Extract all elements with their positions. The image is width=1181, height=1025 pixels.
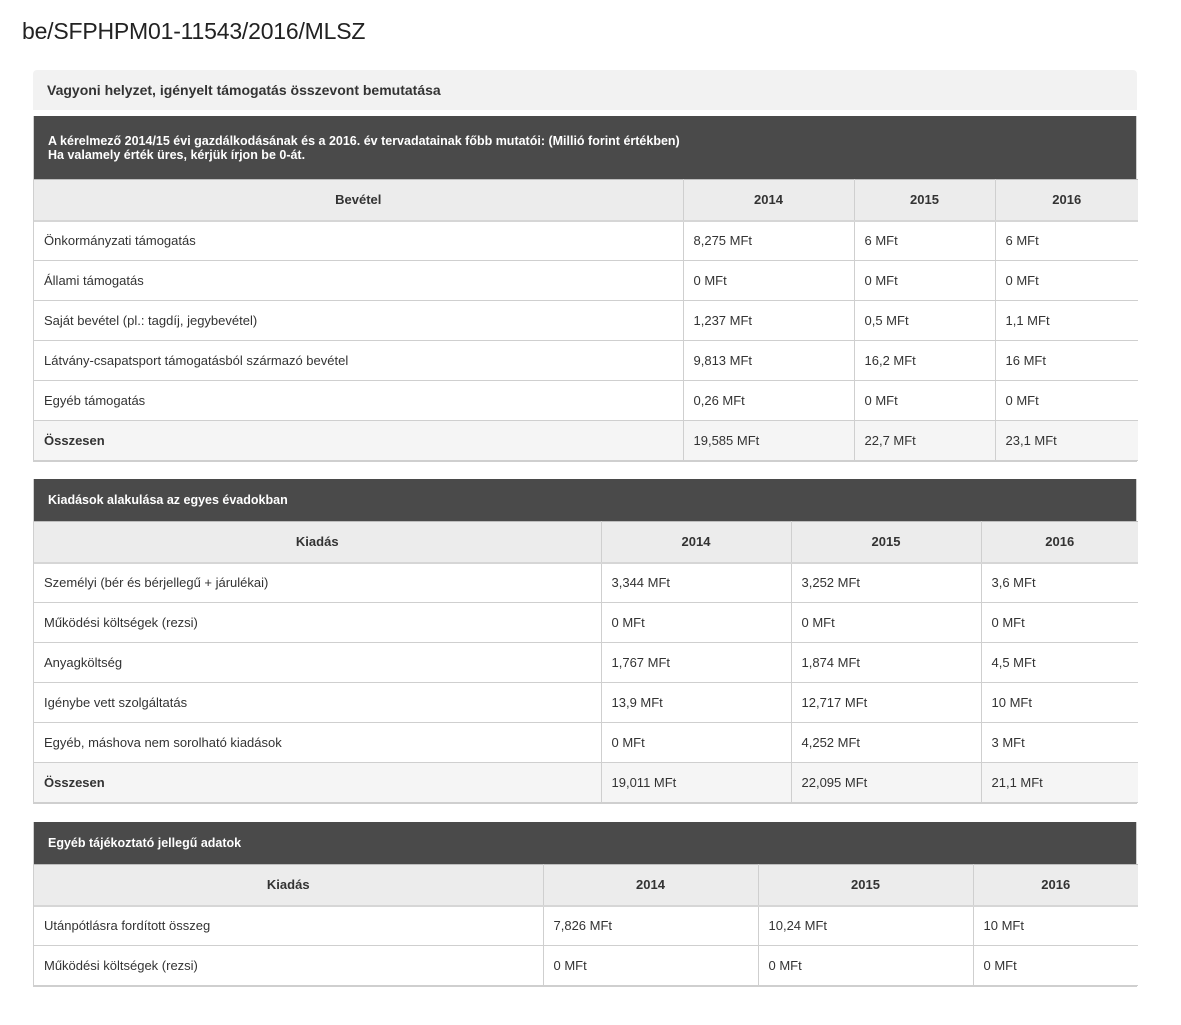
value-cell: 0 MFt <box>995 261 1138 301</box>
income-panel <box>33 116 1137 462</box>
value-cell: 13,9 MFt <box>601 683 791 723</box>
table-row <box>34 261 1138 301</box>
table-row <box>34 563 1138 603</box>
value-cell: 0 MFt <box>981 603 1138 643</box>
column-header: 2016 <box>995 180 1138 221</box>
value-cell: 23,1 MFt <box>995 421 1138 461</box>
row-label: Összesen <box>34 763 601 803</box>
row-label: Saját bevétel (pl.: tagdíj, jegybevétel) <box>34 301 683 341</box>
document-id: be/SFPHPM01-11543/2016/MLSZ <box>22 18 366 44</box>
income-title-line1: A kérelmező 2014/15 évi gazdálkodásának és a 2016. év tervadatainak főbb mutatói: (Millió forint értékben) <box>48 133 680 148</box>
value-cell: 21,1 MFt <box>981 763 1138 803</box>
value-cell: 0 MFt <box>601 603 791 643</box>
value-cell: 6 MFt <box>995 221 1138 261</box>
value-cell: 8,275 MFt <box>683 221 854 261</box>
row-label: Személyi (bér és bérjellegű + járulékai) <box>34 563 601 603</box>
value-cell: 16,2 MFt <box>854 341 995 381</box>
other-info-panel <box>33 822 1137 987</box>
value-cell: 6 MFt <box>854 221 995 261</box>
value-cell: 4,252 MFt <box>791 723 981 763</box>
section-header <box>33 70 1137 110</box>
row-label: Anyagköltség <box>34 643 601 683</box>
value-cell: 0 MFt <box>683 261 854 301</box>
row-label: Állami támogatás <box>34 261 683 301</box>
table-row <box>34 381 1138 421</box>
expense-title: Kiadások alakulása az egyes évadokban <box>48 493 288 507</box>
column-header: Bevétel <box>34 180 683 221</box>
value-cell: 10,24 MFt <box>758 906 973 946</box>
value-cell: 0 MFt <box>543 946 758 986</box>
value-cell: 1,237 MFt <box>683 301 854 341</box>
total-row <box>34 763 1138 803</box>
value-cell: 0 MFt <box>995 381 1138 421</box>
value-cell: 1,1 MFt <box>995 301 1138 341</box>
row-label: Egyéb, máshova nem sorolható kiadások <box>34 723 601 763</box>
income-table <box>34 179 1138 461</box>
value-cell: 10 MFt <box>981 683 1138 723</box>
column-header: 2015 <box>758 865 973 906</box>
table-row <box>34 946 1138 986</box>
value-cell: 0,5 MFt <box>854 301 995 341</box>
other-info-title: Egyéb tájékoztató jellegű adatok <box>48 836 242 850</box>
column-header: 2014 <box>683 180 854 221</box>
table-row <box>34 683 1138 723</box>
other-info-panel-title <box>34 822 1136 864</box>
value-cell: 3,252 MFt <box>791 563 981 603</box>
table-row <box>34 341 1138 381</box>
row-label: Egyéb támogatás <box>34 381 683 421</box>
value-cell: 0 MFt <box>854 381 995 421</box>
row-label: Látvány-csapatsport támogatásból származó bevétel <box>34 341 683 381</box>
value-cell: 12,717 MFt <box>791 683 981 723</box>
expense-table <box>34 521 1138 803</box>
row-label: Összesen <box>34 421 683 461</box>
table-row <box>34 603 1138 643</box>
value-cell: 0 MFt <box>601 723 791 763</box>
table-row <box>34 643 1138 683</box>
expense-panel <box>33 479 1137 804</box>
column-header: 2015 <box>854 180 995 221</box>
income-title-line2: Ha valamely érték üres, kérjük írjon be 0-át. <box>48 147 306 162</box>
value-cell: 19,011 MFt <box>601 763 791 803</box>
value-cell: 0,26 MFt <box>683 381 854 421</box>
value-cell: 1,767 MFt <box>601 643 791 683</box>
row-label: Igénybe vett szolgáltatás <box>34 683 601 723</box>
value-cell: 0 MFt <box>854 261 995 301</box>
expense-panel-title <box>34 479 1136 521</box>
column-header: 2015 <box>791 522 981 563</box>
table-row <box>34 301 1138 341</box>
value-cell: 3,6 MFt <box>981 563 1138 603</box>
column-header: Kiadás <box>34 865 543 906</box>
value-cell: 0 MFt <box>973 946 1138 986</box>
row-label: Működési költségek (rezsi) <box>34 603 601 643</box>
income-panel-title <box>34 116 1136 179</box>
column-header: Kiadás <box>34 522 601 563</box>
value-cell: 4,5 MFt <box>981 643 1138 683</box>
value-cell: 9,813 MFt <box>683 341 854 381</box>
value-cell: 3 MFt <box>981 723 1138 763</box>
table-row <box>34 221 1138 261</box>
value-cell: 22,7 MFt <box>854 421 995 461</box>
table-row <box>34 723 1138 763</box>
total-row <box>34 421 1138 461</box>
value-cell: 3,344 MFt <box>601 563 791 603</box>
column-header: 2014 <box>601 522 791 563</box>
value-cell: 0 MFt <box>758 946 973 986</box>
value-cell: 16 MFt <box>995 341 1138 381</box>
value-cell: 7,826 MFt <box>543 906 758 946</box>
section-title: Vagyoni helyzet, igényelt támogatás összevont bemutatása <box>47 82 441 98</box>
value-cell: 0 MFt <box>791 603 981 643</box>
column-header: 2016 <box>981 522 1138 563</box>
value-cell: 19,585 MFt <box>683 421 854 461</box>
column-header: 2014 <box>543 865 758 906</box>
row-label: Utánpótlásra fordított összeg <box>34 906 543 946</box>
table-row <box>34 906 1138 946</box>
column-header: 2016 <box>973 865 1138 906</box>
row-label: Működési költségek (rezsi) <box>34 946 543 986</box>
value-cell: 22,095 MFt <box>791 763 981 803</box>
value-cell: 1,874 MFt <box>791 643 981 683</box>
other-info-table <box>34 864 1138 986</box>
value-cell: 10 MFt <box>973 906 1138 946</box>
row-label: Önkormányzati támogatás <box>34 221 683 261</box>
